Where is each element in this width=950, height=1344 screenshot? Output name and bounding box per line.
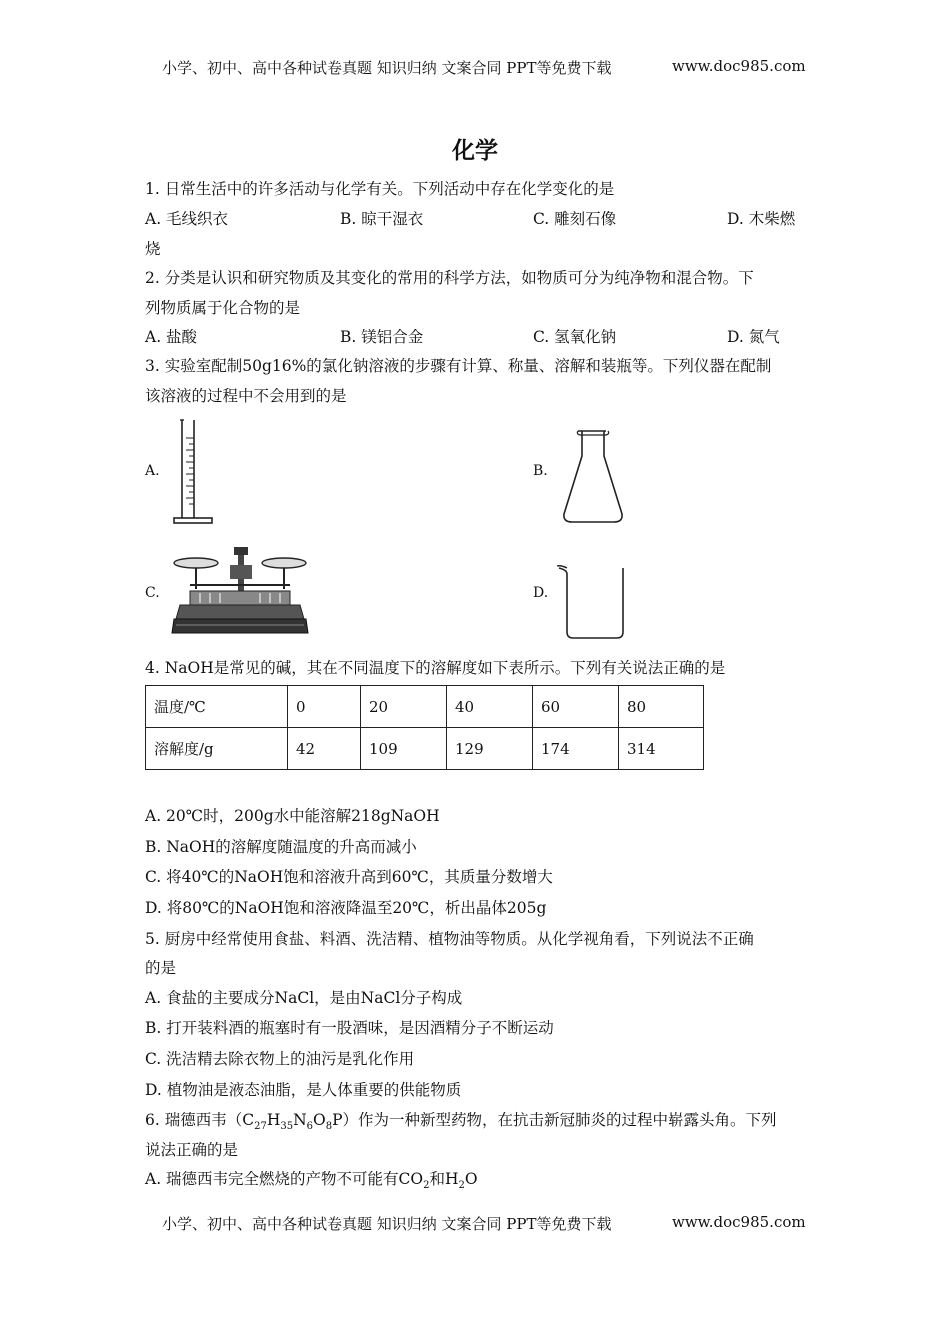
q5-option-a: A. 食盐的主要成分NaCl，是由NaCl分子构成 [145, 989, 463, 1007]
q5-option-d: D. 植物油是液态油脂，是人体重要的供能物质 [145, 1081, 462, 1099]
q3-stem-line1: 3. 实验室配制50g16%的氯化钠溶液的步骤有计算、称量、溶解和装瓶等。下列仪器在配制 [145, 357, 772, 375]
q5-option-b: B. 打开装料酒的瓶塞时有一股酒味，是因酒精分子不断运动 [145, 1019, 554, 1037]
footer-text: 小学、初中、高中各种试卷真题 知识归纳 文案合同 PPT等免费下载 [162, 1215, 612, 1233]
q2-option-b: B. 镁铝合金 [340, 328, 424, 346]
q6-stem-line2: 说法正确的是 [145, 1141, 239, 1159]
q3-option-c-label: C. [145, 585, 160, 601]
q1-option-b: B. 晾干湿衣 [340, 210, 424, 228]
table-cell: 129 [447, 728, 533, 770]
q6-stem-line1: 6. 瑞德西韦$(C_{27}H_{35}N_6O_8P)$作为一种新型药物，在抗击新冠肺炎的过程中崭露头角。下列 [145, 1111, 777, 1133]
q1-option-a: A. 毛线织衣 [145, 210, 229, 228]
table-cell: 0 [288, 686, 361, 728]
q4-option-b: B. NaOH的溶解度随温度的升高而减小 [145, 838, 417, 856]
q4-option-c: C. 将40℃的NaOH饱和溶液升高到60℃，其质量分数增大 [145, 868, 553, 886]
q2-stem-line1: 2. 分类是认识和研究物质及其变化的常用的科学方法，如物质可分为纯净物和混合物。下 [145, 269, 754, 287]
q6-option-a: A. 瑞德西韦完全燃烧的产物不可能有$CO_2$和$H_2O$ [145, 1170, 478, 1192]
table-cell: 174 [533, 728, 619, 770]
solubility-table [145, 685, 704, 770]
table-cell: 20 [361, 686, 447, 728]
q5-stem-line1: 5. 厨房中经常使用食盐、料酒、洗洁精、植物油等物质。从化学视角看，下列说法不正确 [145, 930, 754, 948]
q2-stem-line2: 列物质属于化合物的是 [145, 299, 301, 317]
q2-option-d: D. 氮气 [727, 328, 780, 346]
table-cell: 109 [361, 728, 447, 770]
beaker-icon [555, 562, 631, 642]
q1-option-d: D. 木柴燃 [727, 210, 796, 228]
table-cell: 60 [533, 686, 619, 728]
q3-option-a-label: A. [145, 463, 160, 479]
q5-option-c: C. 洗洁精去除衣物上的油污是乳化作用 [145, 1050, 415, 1068]
q1-stem: 1. 日常生活中的许多活动与化学有关。下列活动中存在化学变化的是 [145, 180, 615, 198]
q1-option-c: C. 雕刻石像 [533, 210, 617, 228]
q5-stem-line2: 的是 [145, 959, 177, 977]
q3-option-d-label: D. [533, 585, 549, 601]
table-header-temperature: 温度/℃ [146, 686, 288, 728]
table-cell: 314 [619, 728, 704, 770]
header-text: 小学、初中、高中各种试卷真题 知识归纳 文案合同 PPT等免费下载 [162, 59, 612, 77]
q4-option-a: A. 20℃时，200g水中能溶解218gNaOH [145, 807, 440, 825]
q3-option-b-label: B. [533, 463, 548, 479]
balance-scale-icon [170, 545, 310, 637]
graduated-cylinder-icon [172, 418, 216, 526]
q3-stem-line2: 该溶液的过程中不会用到的是 [145, 387, 347, 405]
table-cell: 42 [288, 728, 361, 770]
conical-flask-icon [560, 428, 626, 526]
q4-option-d: D. 将80℃的NaOH饱和溶液降温至20℃，析出晶体205g [145, 899, 547, 917]
q1-option-d-cont: 烧 [145, 240, 161, 258]
q4-stem: 4. NaOH是常见的碱，其在不同温度下的溶解度如下表所示。下列有关说法正确的是 [145, 659, 726, 677]
table-row [146, 686, 704, 728]
footer-url[interactable]: www.doc985.com [672, 1213, 806, 1231]
page-title: 化学 [452, 138, 498, 164]
table-cell: 40 [447, 686, 533, 728]
table-row [146, 728, 704, 770]
table-cell: 80 [619, 686, 704, 728]
header-url[interactable]: www.doc985.com [672, 57, 806, 75]
q2-option-c: C. 氢氧化钠 [533, 328, 617, 346]
table-header-solubility: 溶解度/g [146, 728, 288, 770]
q2-option-a: A. 盐酸 [145, 328, 198, 346]
